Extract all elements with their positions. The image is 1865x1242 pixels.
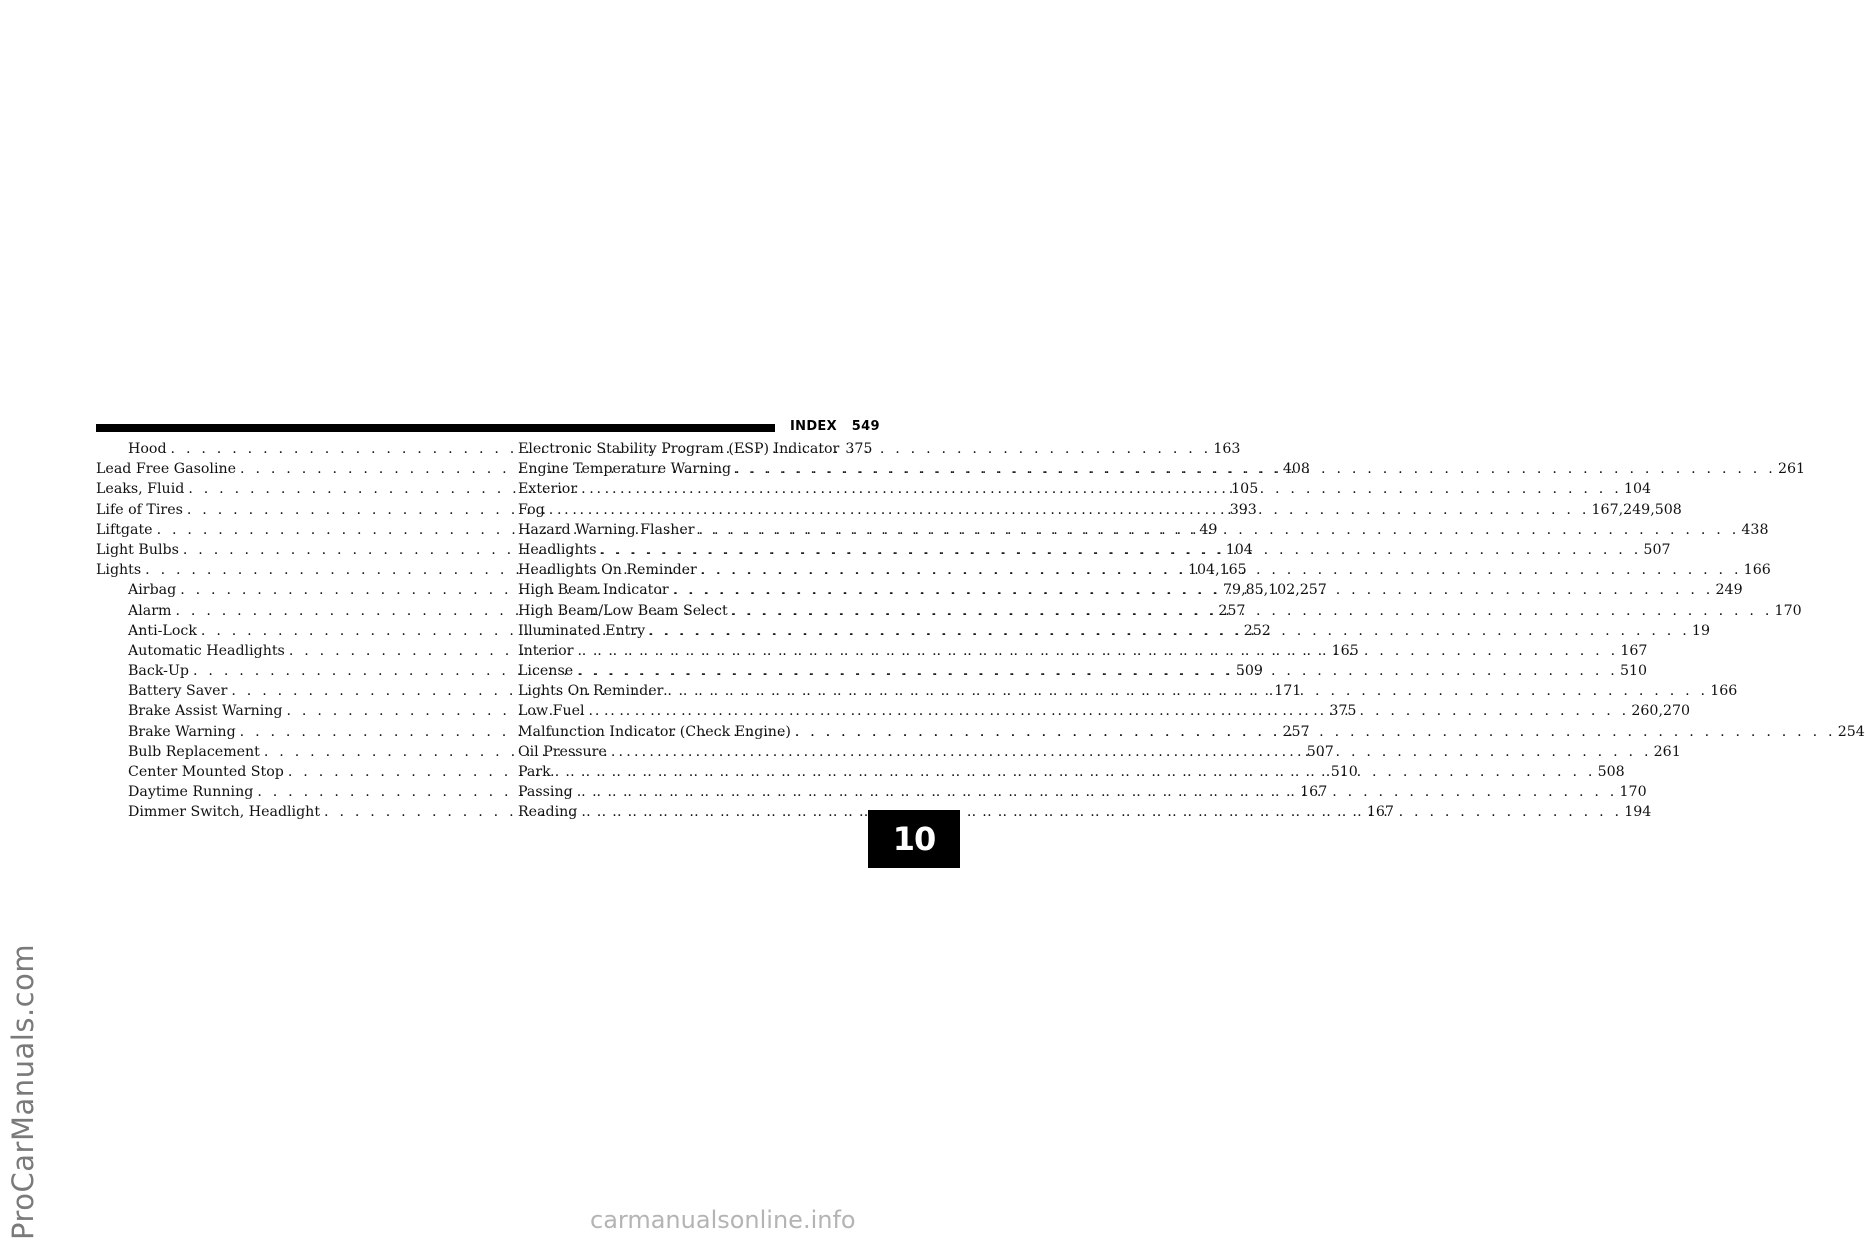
index-page-refs: 79,85,102,257: [1223, 582, 1327, 599]
dot-leader: [649, 621, 1690, 641]
index-page-refs: 249: [1715, 582, 1743, 599]
index-term: High Beam/Low Beam Select: [518, 602, 728, 619]
index-page-refs: 104,165: [1188, 562, 1247, 579]
index-page-refs: 375: [845, 441, 873, 457]
index-term: Battery Saver: [128, 683, 228, 700]
index-term: Passing: [518, 784, 573, 801]
index-page-refs: 438: [1741, 521, 1769, 538]
dot-leader: [735, 459, 1776, 479]
index-page-refs: 166: [1743, 562, 1771, 579]
dot-leader: [589, 701, 1630, 721]
index-term: Headlights On Reminder: [518, 562, 697, 579]
index-term: Hazard Warning Flasher: [518, 521, 695, 538]
header-page-number: 549: [851, 419, 880, 434]
index-term: Headlights: [518, 541, 597, 558]
index-term: Lead Free Gasoline: [96, 461, 237, 478]
index-page-refs: 508: [1597, 764, 1625, 780]
index-page-refs: 254: [1837, 723, 1865, 740]
index-page-refs: 260,270: [1631, 703, 1691, 720]
index-term: Automatic Headlights: [128, 642, 285, 659]
dot-leader: [795, 722, 1836, 742]
index-term: License: [518, 663, 574, 680]
index-page-refs: 510: [1619, 663, 1648, 680]
index-page-refs: 167: [1366, 804, 1394, 821]
index-page-refs: 165: [1331, 642, 1359, 659]
index-page-refs: 252: [1243, 622, 1271, 639]
index-page-refs: 167: [1620, 642, 1648, 659]
index-term: Leaks, Fluid: [96, 481, 185, 498]
dot-leader: [732, 601, 1773, 621]
dot-leader: [667, 681, 1708, 701]
index-page-refs: 194: [1624, 804, 1652, 821]
dot-leader: [699, 520, 1740, 540]
index-entry: [518, 439, 873, 459]
index-term: Lights On Reminder: [518, 683, 664, 700]
dot-leader: [581, 479, 1622, 499]
index-page-refs: 166: [1710, 683, 1738, 700]
index-term: Center Mounted Stop: [128, 764, 284, 780]
index-page-refs: 167,249,508: [1591, 501, 1682, 518]
dot-leader: [601, 540, 1642, 560]
index-term: Reading: [518, 804, 578, 821]
index-term: Liftgate: [96, 521, 153, 538]
footer-watermark: carmanualsonline.info: [590, 1206, 856, 1234]
index-page-refs: 104: [1623, 481, 1652, 498]
index-term: Interior: [518, 642, 574, 659]
header-rule: [96, 424, 775, 432]
dot-leader: [701, 560, 1742, 580]
header-section: INDEX: [790, 419, 837, 434]
index-term: Illuminated Entry: [518, 622, 646, 639]
chapter-tab: 10: [868, 810, 960, 868]
index-term: Daytime Running: [128, 784, 254, 801]
index-page-refs: 171: [1274, 683, 1302, 700]
dot-leader: [577, 641, 1618, 661]
dot-leader: [577, 782, 1618, 802]
dot-leader: [581, 802, 1622, 822]
index-term: Low Fuel: [518, 703, 585, 720]
index-page-refs: 104: [1225, 541, 1253, 558]
index-term: Engine Temperature Warning: [518, 461, 732, 478]
index-term: High Beam Indicator: [518, 582, 669, 599]
index-page-refs: 393: [1229, 501, 1257, 518]
index-term: Dimmer Switch, Headlight: [128, 804, 321, 821]
dot-leader: [673, 580, 1714, 600]
index-term: Lights: [96, 562, 142, 579]
index-page-refs: 510: [1330, 764, 1358, 780]
index-page-refs: 257: [1218, 602, 1246, 619]
dot-leader: [611, 742, 1652, 762]
index-page-refs: 257: [1282, 723, 1310, 740]
index-page-refs: 19: [1691, 622, 1710, 639]
index-page-refs: 170: [1619, 784, 1647, 801]
index-term: Bulb Replacement: [128, 743, 260, 760]
dot-leader: [577, 661, 1618, 681]
index-term: Airbag: [128, 582, 177, 599]
index-term: Malfunction Indicator (Check Engine): [518, 723, 791, 740]
index-term: Brake Assist Warning: [128, 703, 283, 720]
index-page-refs: 375: [1329, 703, 1357, 720]
index-page-refs: 509: [1235, 663, 1263, 680]
index-page-refs: 49: [1199, 521, 1218, 538]
dot-leader: [555, 762, 1596, 782]
running-header: [790, 419, 880, 434]
index-term: Light Bulbs: [96, 541, 179, 558]
index-term: Park: [518, 764, 551, 780]
index-term: Exterior: [518, 481, 578, 498]
index-term: Brake Warning: [128, 723, 236, 740]
index-term: Hood: [128, 441, 167, 457]
index-page-refs: 261: [1777, 461, 1806, 478]
index-page-refs: 507: [1643, 541, 1671, 558]
index-page-refs: 167: [1300, 784, 1328, 801]
index-term: Electronic Stability Program (ESP) Indicator: [518, 441, 840, 457]
index-term: Life of Tires: [96, 501, 183, 518]
index-term: Oil Pressure: [518, 743, 607, 760]
index-term: Back-Up: [128, 663, 190, 680]
index-page-refs: 105: [1231, 481, 1259, 498]
index-term: Anti-Lock: [128, 622, 197, 639]
index-page-refs: 507: [1306, 743, 1334, 760]
index-page-refs: 261: [1653, 743, 1681, 760]
index-term: Alarm: [128, 602, 172, 619]
side-watermark: ProCarManuals.com: [6, 943, 40, 1240]
index-term: Fog: [518, 501, 545, 518]
index-page-refs: 408: [1282, 461, 1310, 478]
index-page-refs: 163: [1213, 441, 1241, 457]
dot-leader: [549, 500, 1590, 520]
index-page-refs: 170: [1774, 602, 1802, 619]
